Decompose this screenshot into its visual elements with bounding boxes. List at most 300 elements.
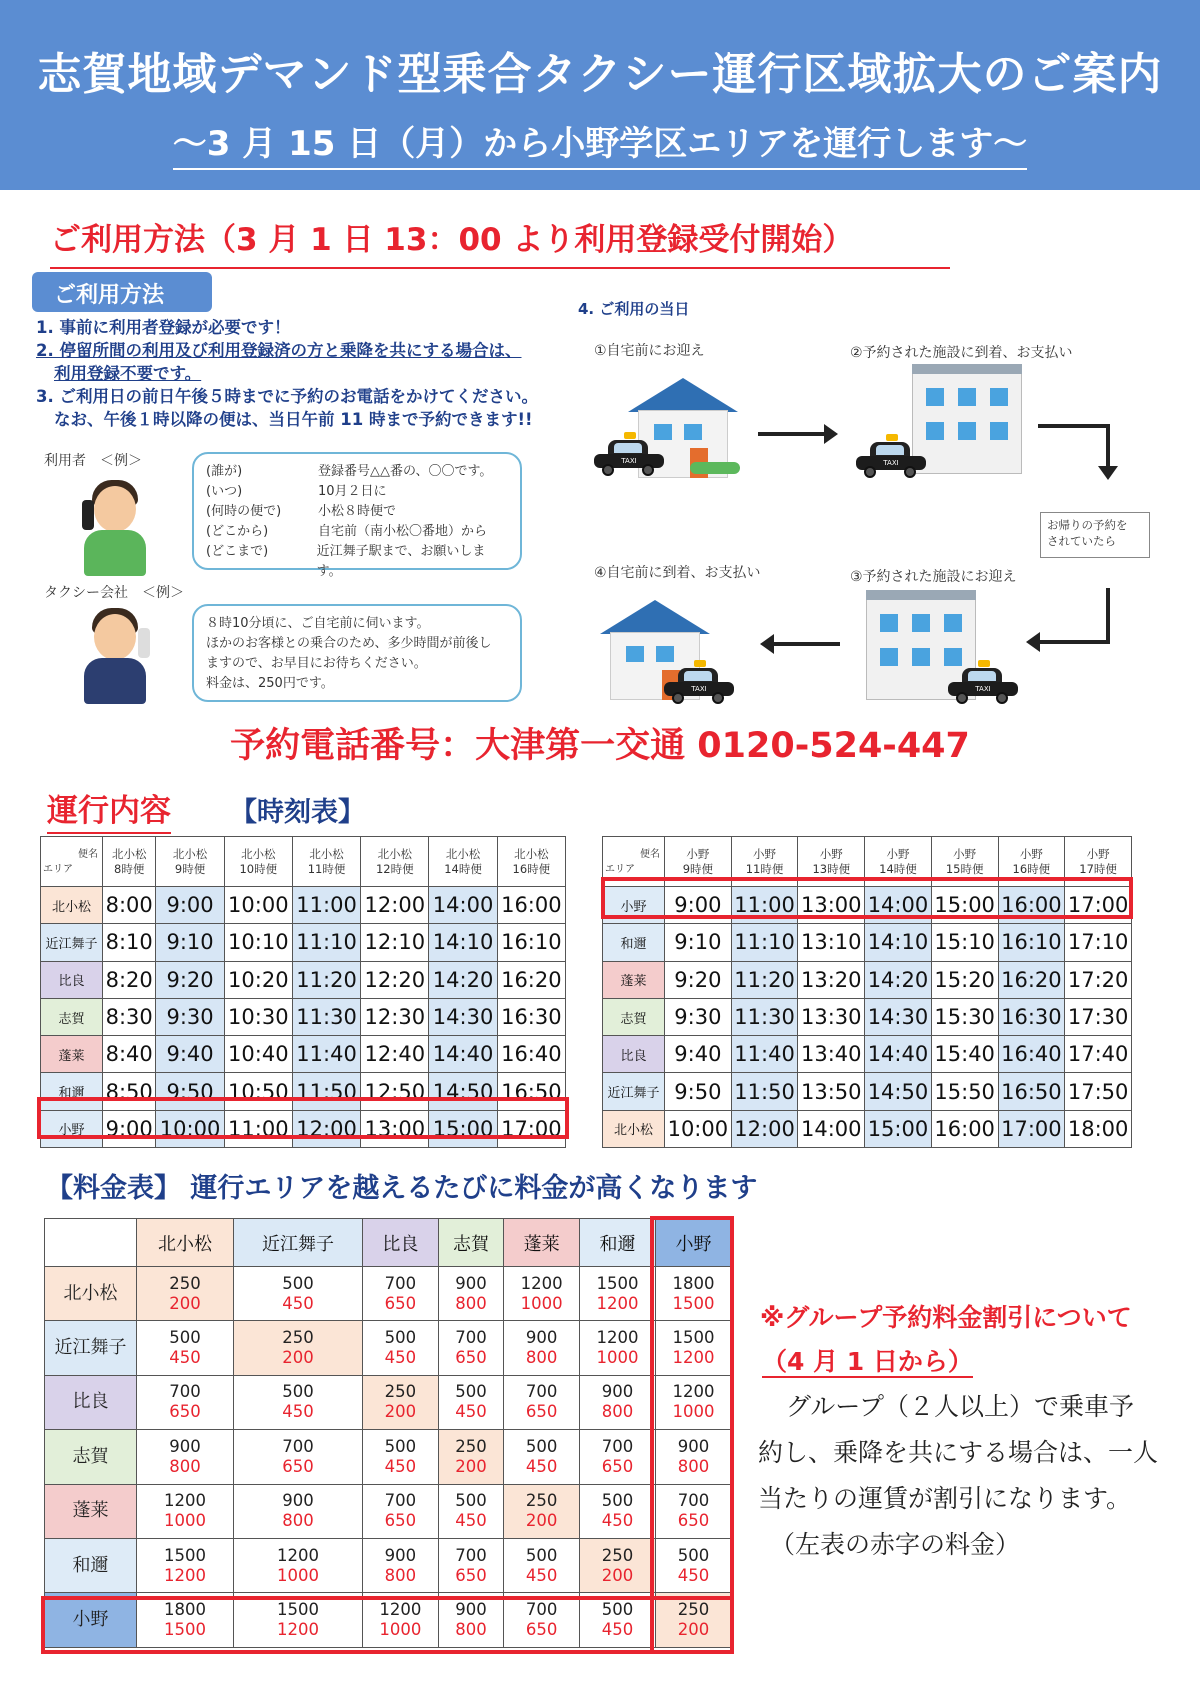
fare-group: 1500 xyxy=(672,1293,715,1313)
fare-cell xyxy=(234,1375,363,1429)
fare-header-cell: 和邇 xyxy=(580,1219,656,1267)
bubble-value: 小松８時便で xyxy=(318,504,397,519)
timetable-area-cell: 比良 xyxy=(603,1036,665,1073)
timetable-area-cell: 北小松 xyxy=(41,887,103,924)
timetable-time-cell: 10:30 xyxy=(224,998,292,1035)
timetable-area-cell: 志賀 xyxy=(603,998,665,1035)
usage-section-title: ご利用方法（3 月 1 日 13：00 より利用登録受付開始） xyxy=(50,214,950,269)
arrow-left-head-icon xyxy=(1026,632,1040,652)
flow-step-2: ②予約された施設に到着、お支払い xyxy=(850,345,1073,361)
fare-cell xyxy=(504,1267,580,1321)
fare-normal: 500 xyxy=(169,1328,201,1348)
timetable-time-cell: 15:30 xyxy=(931,998,998,1035)
user-person-icon xyxy=(80,478,150,578)
highlight-ono-column xyxy=(650,1216,734,1654)
timetable-time-cell: 9:20 xyxy=(665,961,732,998)
timetable-time-cell: 10:40 xyxy=(224,1036,292,1073)
fare-group: 650 xyxy=(601,1456,634,1476)
header-area: 北小松 xyxy=(514,846,549,861)
fare-normal: 900 xyxy=(384,1545,417,1565)
timetable-row xyxy=(603,998,1132,1035)
fare-group: 450 xyxy=(601,1620,634,1640)
timetable-header-cell xyxy=(361,837,429,887)
fare-normal: 250 xyxy=(525,1491,558,1511)
timetable-time-cell: 10:10 xyxy=(224,924,292,961)
fare-row xyxy=(45,1267,732,1321)
timetable-area-cell: 比良 xyxy=(41,961,103,998)
bubble-row xyxy=(206,462,508,482)
timetable-title: 【時刻表】 xyxy=(230,797,365,828)
fare-cell xyxy=(362,1484,438,1538)
bubble-line: ほかのお客様との乗合のため、多少時間が前後し xyxy=(206,636,492,651)
fare-normal: 500 xyxy=(282,1273,314,1293)
header-time: 13時便 xyxy=(812,861,851,876)
fare-group: 650 xyxy=(525,1620,558,1640)
timetable-time-cell: 8:40 xyxy=(103,1036,156,1073)
corner-top: 便名 xyxy=(78,848,98,860)
discount-title-line-1: ※グループ予約料金割引について xyxy=(760,1303,1132,1332)
fare-cell xyxy=(362,1538,438,1592)
timetable-time-cell: 12:50 xyxy=(361,1073,429,1110)
fare-group: 450 xyxy=(525,1565,558,1585)
timetable-time-cell: 9:20 xyxy=(156,961,224,998)
fare-cell xyxy=(362,1375,438,1429)
fare-group: 650 xyxy=(282,1456,314,1476)
timetable-row xyxy=(603,1073,1132,1110)
fare-cell xyxy=(580,1267,656,1321)
fare-normal: 500 xyxy=(455,1491,487,1511)
fare-normal: 1200 xyxy=(277,1545,320,1565)
header-time: 10時便 xyxy=(239,861,278,876)
fare-normal: 250 xyxy=(384,1382,417,1402)
timetable-time-cell: 8:10 xyxy=(103,924,156,961)
fare-row-header: 近江舞子 xyxy=(45,1321,137,1375)
fare-cell xyxy=(438,1538,503,1592)
header-area: 小野 xyxy=(1019,846,1043,861)
timetable-time-cell: 16:10 xyxy=(998,924,1065,961)
fare-normal: 1800 xyxy=(164,1600,207,1620)
fare-header-cell: 比良 xyxy=(362,1219,438,1267)
page-title: 志賀地域デマンド型乗合タクシー運行区域拡大のご案内 xyxy=(37,49,1163,100)
header-area: 小野 xyxy=(1086,846,1110,861)
fare-normal: 1500 xyxy=(164,1545,207,1565)
timetable-time-cell: 14:20 xyxy=(429,961,497,998)
fare-row-header: 和邇 xyxy=(45,1538,137,1592)
header-area: 北小松 xyxy=(111,846,147,861)
fare-row-header: 志賀 xyxy=(45,1430,137,1484)
fare-normal: 250 xyxy=(455,1436,487,1456)
fare-normal: 700 xyxy=(384,1273,417,1293)
fare-group: 650 xyxy=(455,1565,487,1585)
fare-cell xyxy=(580,1321,656,1375)
fare-group: 1000 xyxy=(277,1565,320,1585)
fare-normal: 500 xyxy=(525,1545,558,1565)
timetable-time-cell: 17:10 xyxy=(1065,924,1132,961)
timetable-time-cell: 12:40 xyxy=(361,1036,429,1073)
fare-header-cell: 近江舞子 xyxy=(234,1219,363,1267)
timetable-time-cell: 12:00 xyxy=(731,1110,798,1147)
step-1: 1. 事前に利用者登録が必要です！ xyxy=(36,318,291,337)
timetable-area-cell: 近江舞子 xyxy=(603,1073,665,1110)
timetable-time-cell: 10:20 xyxy=(224,961,292,998)
fare-group: 800 xyxy=(455,1620,487,1640)
usage-steps xyxy=(36,316,596,431)
fare-corner xyxy=(45,1219,137,1267)
bubble-key: (どこから) xyxy=(206,524,269,539)
timetable-time-cell: 11:10 xyxy=(292,924,360,961)
return-note-box xyxy=(1040,512,1150,558)
timetable-time-cell: 11:20 xyxy=(731,961,798,998)
subtitle-text: ～3 月 15 日（月）から小野学区エリアを運行します～ xyxy=(173,124,1027,170)
timetable-header-cell xyxy=(292,837,360,887)
fare-header-cell: 小野 xyxy=(656,1219,732,1267)
fare-normal: 1200 xyxy=(672,1382,715,1402)
taxi-icon: TAXI xyxy=(594,438,664,474)
timetable-time-cell: 11:00 xyxy=(731,887,798,924)
step-3b: なお、午後１時以降の便は、当日午前 11 時まで予約できます!! xyxy=(54,410,533,429)
taxi-icon: TAXI xyxy=(856,440,926,476)
fare-row-header: 比良 xyxy=(45,1375,137,1429)
fare-cell xyxy=(234,1321,363,1375)
fare-cell xyxy=(580,1484,656,1538)
user-example-label: 利用者 ＜例＞ xyxy=(44,453,142,469)
fare-group: 450 xyxy=(282,1402,314,1422)
timetable-time-cell: 11:10 xyxy=(731,924,798,961)
fare-cell xyxy=(438,1484,503,1538)
bubble-key: (何時の便で) xyxy=(206,504,282,519)
timetable-time-cell: 10:00 xyxy=(224,887,292,924)
timetable-time-cell: 10:00 xyxy=(665,1110,732,1147)
discount-title-line-2: （4 月 1 日から） xyxy=(762,1347,973,1376)
fare-group: 1000 xyxy=(164,1511,207,1531)
fare-group: 200 xyxy=(525,1511,558,1531)
fare-cell xyxy=(137,1484,234,1538)
fare-group: 200 xyxy=(169,1293,201,1313)
fare-normal: 700 xyxy=(455,1328,487,1348)
timetable-time-cell: 15:20 xyxy=(931,961,998,998)
timetable-time-cell: 14:00 xyxy=(865,887,932,924)
fare-normal: 500 xyxy=(384,1328,417,1348)
timetable-time-cell: 8:30 xyxy=(103,998,156,1035)
timetable-time-cell: 13:30 xyxy=(798,998,865,1035)
timetable-time-cell: 14:10 xyxy=(429,924,497,961)
timetable-time-cell: 15:00 xyxy=(865,1110,932,1147)
fare-cell xyxy=(234,1267,363,1321)
timetable-time-cell: 11:30 xyxy=(292,998,360,1035)
timetable-time-cell: 13:00 xyxy=(361,1110,429,1147)
fare-group: 200 xyxy=(677,1620,710,1640)
fare-group: 450 xyxy=(169,1348,201,1368)
fare-group: 450 xyxy=(384,1348,417,1368)
fare-normal: 700 xyxy=(169,1382,201,1402)
fare-cell xyxy=(504,1484,580,1538)
fare-normal: 500 xyxy=(677,1545,710,1565)
fare-cell xyxy=(438,1430,503,1484)
header-time: 15時便 xyxy=(945,861,984,876)
timetable-time-cell: 9:30 xyxy=(156,998,224,1035)
arrow-down-head-icon xyxy=(1098,466,1118,480)
fare-cell xyxy=(137,1321,234,1375)
fare-cell xyxy=(438,1267,503,1321)
timetable-time-cell: 14:40 xyxy=(865,1036,932,1073)
timetable-time-cell: 16:40 xyxy=(497,1036,565,1073)
timetable-time-cell: 16:10 xyxy=(497,924,565,961)
corner-bottom: エリア xyxy=(43,863,73,875)
fare-normal: 250 xyxy=(677,1600,710,1620)
timetable-time-cell: 16:20 xyxy=(998,961,1065,998)
note-line-2: されていたら xyxy=(1047,534,1116,548)
fare-header-row xyxy=(45,1219,732,1267)
timetable-area-cell: 小野 xyxy=(41,1110,103,1147)
timetable-time-cell: 11:00 xyxy=(292,887,360,924)
fare-normal: 250 xyxy=(601,1545,634,1565)
timetable-time-cell: 14:40 xyxy=(429,1036,497,1073)
fare-group: 800 xyxy=(169,1456,201,1476)
fare-cell xyxy=(504,1538,580,1592)
header-area: 北小松 xyxy=(445,846,481,861)
fare-cell xyxy=(580,1430,656,1484)
header-area: 北小松 xyxy=(377,846,413,861)
timetable-time-cell: 9:40 xyxy=(665,1036,732,1073)
timetable-time-cell: 14:50 xyxy=(865,1073,932,1110)
fare-group: 650 xyxy=(384,1293,417,1313)
fare-cell xyxy=(137,1267,234,1321)
timetable-time-cell: 12:30 xyxy=(361,998,429,1035)
timetable-time-cell: 10:50 xyxy=(224,1073,292,1110)
timetable-time-cell: 13:20 xyxy=(798,961,865,998)
timetable-time-cell: 16:30 xyxy=(497,998,565,1035)
arrow-left-elbow-icon xyxy=(1038,588,1110,644)
fare-normal: 700 xyxy=(282,1436,314,1456)
fare-cell xyxy=(362,1430,438,1484)
timetable-time-cell: 16:00 xyxy=(998,887,1065,924)
timetable-time-cell: 8:00 xyxy=(103,887,156,924)
timetable-time-cell: 14:30 xyxy=(865,998,932,1035)
header-time: 12時便 xyxy=(375,861,414,876)
fare-group: 650 xyxy=(525,1402,558,1422)
fare-normal: 900 xyxy=(525,1328,558,1348)
highlight-ono-row xyxy=(601,877,1133,919)
fare-group: 800 xyxy=(601,1402,634,1422)
highlight-ono-fare-row xyxy=(41,1596,734,1654)
arrow-left-icon xyxy=(770,642,840,646)
header-time: 14時便 xyxy=(879,861,917,876)
timetable-time-cell: 15:10 xyxy=(931,924,998,961)
taxi-icon: TAXI xyxy=(664,666,734,702)
fare-group: 1000 xyxy=(596,1348,639,1368)
timetable-time-cell: 16:20 xyxy=(497,961,565,998)
bubble-value: 近江舞子駅まで、お願いします。 xyxy=(316,544,486,579)
fare-group: 800 xyxy=(677,1456,710,1476)
header-time: 9時便 xyxy=(174,861,206,876)
timetable-time-cell: 17:00 xyxy=(497,1110,565,1147)
fare-normal: 900 xyxy=(282,1491,314,1511)
fare-normal: 500 xyxy=(601,1600,634,1620)
timetable-area-cell: 和邇 xyxy=(41,1073,103,1110)
timetable-row xyxy=(603,1036,1132,1073)
bubble-line: ８時10分頃に、ご自宅前に伺います。 xyxy=(206,616,430,631)
header-time: 16時便 xyxy=(512,861,551,876)
fare-normal: 1200 xyxy=(164,1491,207,1511)
bubble-row xyxy=(206,502,508,522)
timetable-time-cell: 9:30 xyxy=(665,998,732,1035)
fare-normal: 500 xyxy=(601,1491,634,1511)
usage-pill-label: ご利用方法 xyxy=(32,272,212,312)
page-subtitle xyxy=(0,116,1200,165)
fare-normal: 900 xyxy=(455,1273,487,1293)
header-time: 11時便 xyxy=(745,861,784,876)
header-time: 8時便 xyxy=(114,861,145,876)
timetable-time-cell: 14:00 xyxy=(798,1110,865,1147)
fare-group: 800 xyxy=(455,1293,487,1313)
bubble-value: 10月２日に xyxy=(318,484,387,499)
fare-group: 450 xyxy=(525,1456,558,1476)
timetable-time-cell: 17:00 xyxy=(1065,887,1132,924)
bush-icon xyxy=(690,462,740,474)
highlight-ono-row xyxy=(37,1097,569,1139)
timetable-row xyxy=(603,961,1132,998)
fare-group: 650 xyxy=(384,1511,417,1531)
bubble-value: 自宅前（南小松〇番地）から xyxy=(318,524,488,539)
timetable-area-cell: 蓬莱 xyxy=(603,961,665,998)
bubble-row xyxy=(206,542,508,582)
timetable-area-cell: 志賀 xyxy=(41,998,103,1035)
fare-group: 200 xyxy=(384,1402,417,1422)
timetable-time-cell: 14:50 xyxy=(429,1073,497,1110)
header-area: 小野 xyxy=(753,846,777,861)
timetable-row xyxy=(41,887,566,924)
corner-bottom: エリア xyxy=(605,863,635,875)
fare-group: 1500 xyxy=(164,1620,207,1640)
fare-header-cell: 蓬莱 xyxy=(504,1219,580,1267)
flow-step-3: ③予約された施設にお迎え xyxy=(850,569,1017,585)
timetable-row xyxy=(41,961,566,998)
timetable-time-cell: 11:30 xyxy=(731,998,798,1035)
timetable-time-cell: 9:10 xyxy=(665,924,732,961)
timetable-area-cell: 近江舞子 xyxy=(41,924,103,961)
fare-normal: 1500 xyxy=(277,1600,320,1620)
timetable-area-cell: 蓬莱 xyxy=(41,1036,103,1073)
flow-title: 4. ご利用の当日 xyxy=(578,300,690,318)
fare-row xyxy=(45,1321,732,1375)
fare-group: 450 xyxy=(677,1565,710,1585)
fare-group: 450 xyxy=(455,1402,487,1422)
fare-cell xyxy=(362,1321,438,1375)
discount-body-line-3: 当たりの運賃が割引になります。 xyxy=(758,1484,1132,1513)
timetable-time-cell: 16:30 xyxy=(998,998,1065,1035)
timetable-row xyxy=(41,1036,566,1073)
fare-cell xyxy=(137,1375,234,1429)
fare-normal: 250 xyxy=(282,1328,314,1348)
timetable-time-cell: 11:40 xyxy=(731,1036,798,1073)
bubble-key: (いつ) xyxy=(206,484,243,499)
timetable-time-cell: 16:50 xyxy=(998,1073,1065,1110)
timetable-time-cell: 13:10 xyxy=(798,924,865,961)
timetable-header-cell xyxy=(429,837,497,887)
operator-person-icon xyxy=(80,606,150,706)
timetable-header-cell xyxy=(497,837,565,887)
fare-group: 450 xyxy=(282,1293,314,1313)
fare-cell xyxy=(504,1430,580,1484)
header-time: 11時便 xyxy=(307,861,346,876)
fare-cell xyxy=(137,1430,234,1484)
timetable-area-cell: 北小松 xyxy=(603,1110,665,1147)
timetable-time-cell: 16:00 xyxy=(497,887,565,924)
arrow-right-icon xyxy=(758,432,828,436)
fare-cell xyxy=(504,1375,580,1429)
fare-group: 1200 xyxy=(164,1565,207,1585)
timetable-header-row xyxy=(41,837,566,887)
timetable-time-cell: 11:00 xyxy=(224,1110,292,1147)
fare-group: 200 xyxy=(455,1456,487,1476)
fare-group: 800 xyxy=(384,1565,417,1585)
timetable-time-cell: 9:00 xyxy=(665,887,732,924)
timetable-time-cell: 12:00 xyxy=(361,887,429,924)
header-area: 小野 xyxy=(686,846,710,861)
fare-normal: 700 xyxy=(601,1436,634,1456)
corner-top: 便名 xyxy=(640,848,660,860)
header-banner xyxy=(0,0,1200,190)
fare-row-header: 蓬莱 xyxy=(45,1484,137,1538)
timetable-time-cell: 14:10 xyxy=(865,924,932,961)
timetable-header-cell xyxy=(156,837,224,887)
fare-group: 450 xyxy=(455,1511,487,1531)
fare-header-cell: 志賀 xyxy=(438,1219,503,1267)
header-area: 小野 xyxy=(819,846,843,861)
timetable-corner xyxy=(41,837,103,887)
header-area: 北小松 xyxy=(241,846,276,861)
fare-normal: 1200 xyxy=(379,1600,422,1620)
fare-cell xyxy=(504,1321,580,1375)
operations-section-title: 運行内容 xyxy=(47,785,171,834)
fare-normal: 1500 xyxy=(596,1273,639,1293)
timetable-time-cell: 13:00 xyxy=(798,887,865,924)
timetable-time-cell: 15:00 xyxy=(429,1110,497,1147)
fare-table-title: 【料金表】 運行エリアを越えるたびに料金が高くなります xyxy=(46,1173,758,1204)
header-area: 小野 xyxy=(953,846,977,861)
fare-group: 1000 xyxy=(520,1293,563,1313)
fare-group: 1000 xyxy=(379,1620,422,1640)
fare-header-cell: 北小松 xyxy=(137,1219,234,1267)
timetable-time-cell: 15:50 xyxy=(931,1073,998,1110)
fare-row-header: 北小松 xyxy=(45,1267,137,1321)
fare-row xyxy=(45,1430,732,1484)
fare-group: 1200 xyxy=(277,1620,320,1640)
fare-normal: 500 xyxy=(384,1436,417,1456)
header-time: 14時便 xyxy=(444,861,482,876)
fare-group: 450 xyxy=(384,1456,417,1476)
timetable-time-cell: 13:40 xyxy=(798,1036,865,1073)
fare-group: 200 xyxy=(282,1348,314,1368)
discount-body-line-1: グループ（２人以上）で乗車予 xyxy=(786,1392,1135,1421)
fare-row xyxy=(45,1484,732,1538)
fare-group: 200 xyxy=(601,1565,634,1585)
fare-cell xyxy=(234,1430,363,1484)
timetable-time-cell: 15:40 xyxy=(931,1036,998,1073)
bubble-value: 登録番号△△番の、〇〇です。 xyxy=(318,464,493,479)
fare-cell xyxy=(362,1267,438,1321)
fare-cell xyxy=(580,1375,656,1429)
timetable-time-cell: 16:00 xyxy=(931,1110,998,1147)
timetable-time-cell: 17:30 xyxy=(1065,998,1132,1035)
timetable-time-cell: 8:50 xyxy=(103,1073,156,1110)
fare-group: 1000 xyxy=(672,1402,715,1422)
timetable-time-cell: 12:00 xyxy=(292,1110,360,1147)
timetable-time-cell: 10:00 xyxy=(156,1110,224,1147)
bubble-key: (誰が) xyxy=(206,464,243,479)
header-area: 北小松 xyxy=(172,846,208,861)
fare-normal: 1500 xyxy=(672,1328,715,1348)
